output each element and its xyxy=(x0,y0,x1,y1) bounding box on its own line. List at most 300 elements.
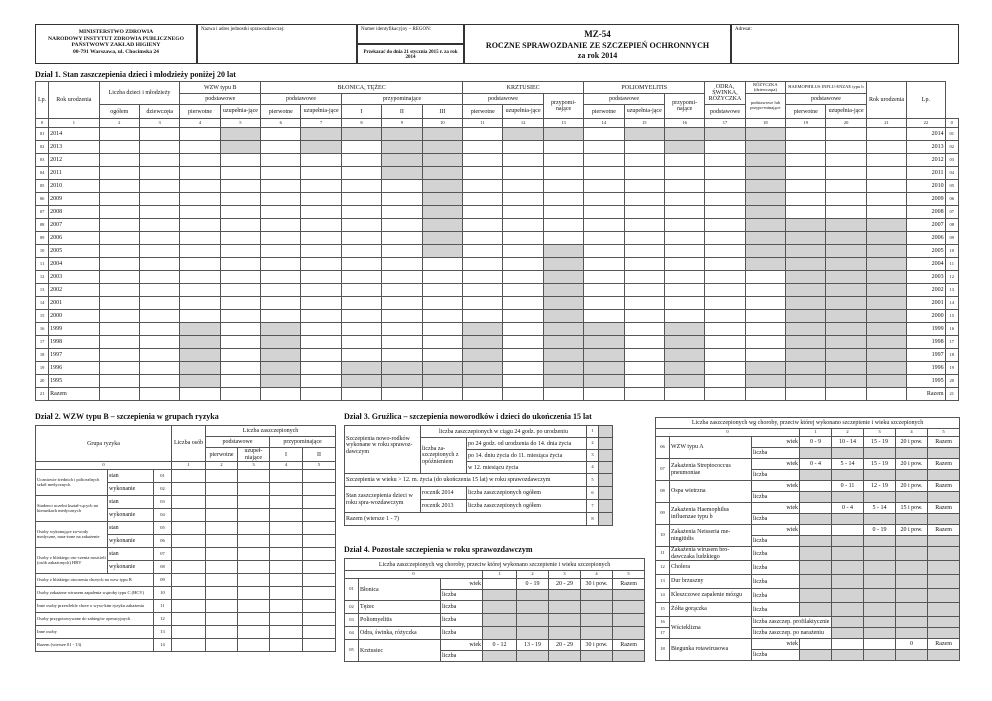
data-cell[interactable] xyxy=(928,628,960,639)
data-cell[interactable] xyxy=(584,219,624,232)
data-cell[interactable] xyxy=(303,600,336,613)
data-cell[interactable] xyxy=(270,522,303,535)
data-cell[interactable] xyxy=(705,141,745,154)
data-cell[interactable] xyxy=(180,219,220,232)
data-cell[interactable] xyxy=(745,349,785,362)
data-cell[interactable] xyxy=(928,547,960,561)
data-cell[interactable] xyxy=(341,180,381,193)
s3-input-7[interactable] xyxy=(599,500,613,513)
data-cell[interactable] xyxy=(664,206,704,219)
data-cell[interactable] xyxy=(800,650,832,661)
data-cell[interactable] xyxy=(517,627,549,640)
data-cell[interactable] xyxy=(705,167,745,180)
data-cell[interactable] xyxy=(705,232,745,245)
data-cell[interactable] xyxy=(270,509,303,522)
data-cell[interactable] xyxy=(832,589,864,603)
unit-name-field[interactable]: Nazwa i adres jednostki sprawozdawczej: xyxy=(197,24,357,64)
data-cell[interactable] xyxy=(705,323,745,336)
data-cell[interactable] xyxy=(624,193,664,206)
data-cell[interactable] xyxy=(543,206,583,219)
data-cell[interactable] xyxy=(303,639,336,652)
data-cell[interactable] xyxy=(220,375,260,388)
data-cell[interactable] xyxy=(463,154,503,167)
data-cell[interactable] xyxy=(270,561,303,574)
data-cell[interactable] xyxy=(463,388,503,401)
data-cell[interactable] xyxy=(180,388,220,401)
data-cell[interactable] xyxy=(832,514,864,525)
data-cell[interactable] xyxy=(301,271,341,284)
data-cell[interactable] xyxy=(864,470,896,481)
data-cell[interactable] xyxy=(220,284,260,297)
data-cell[interactable] xyxy=(864,575,896,589)
data-cell[interactable] xyxy=(503,167,543,180)
data-cell[interactable] xyxy=(238,626,270,639)
data-cell[interactable] xyxy=(220,154,260,167)
data-cell[interactable] xyxy=(180,232,220,245)
data-cell[interactable] xyxy=(139,297,179,310)
data-cell[interactable] xyxy=(180,141,220,154)
data-cell[interactable] xyxy=(139,245,179,258)
data-cell[interactable] xyxy=(261,141,301,154)
data-cell[interactable] xyxy=(139,128,179,141)
data-cell[interactable] xyxy=(463,128,503,141)
data-cell[interactable] xyxy=(624,245,664,258)
data-cell[interactable] xyxy=(832,650,864,661)
data-cell[interactable] xyxy=(543,388,583,401)
data-cell[interactable] xyxy=(543,180,583,193)
data-cell[interactable] xyxy=(864,492,896,503)
data-cell[interactable] xyxy=(172,600,206,613)
data-cell[interactable] xyxy=(866,154,906,167)
data-cell[interactable] xyxy=(238,639,270,652)
data-cell[interactable] xyxy=(517,601,549,614)
data-cell[interactable] xyxy=(581,590,613,601)
data-cell[interactable] xyxy=(303,626,336,639)
data-cell[interactable] xyxy=(624,271,664,284)
data-cell[interactable] xyxy=(826,128,866,141)
data-cell[interactable] xyxy=(139,323,179,336)
data-cell[interactable] xyxy=(664,271,704,284)
data-cell[interactable] xyxy=(463,245,503,258)
data-cell[interactable] xyxy=(664,258,704,271)
data-cell[interactable] xyxy=(517,614,549,627)
data-cell[interactable] xyxy=(463,219,503,232)
data-cell[interactable] xyxy=(864,650,896,661)
data-cell[interactable] xyxy=(180,154,220,167)
data-cell[interactable] xyxy=(826,141,866,154)
data-cell[interactable] xyxy=(581,627,613,640)
data-cell[interactable] xyxy=(503,206,543,219)
data-cell[interactable] xyxy=(745,323,785,336)
data-cell[interactable] xyxy=(261,271,301,284)
data-cell[interactable] xyxy=(422,388,462,401)
data-cell[interactable] xyxy=(99,245,139,258)
data-cell[interactable] xyxy=(664,388,704,401)
data-cell[interactable] xyxy=(800,575,832,589)
data-cell[interactable] xyxy=(303,522,336,535)
data-cell[interactable] xyxy=(624,297,664,310)
data-cell[interactable] xyxy=(584,193,624,206)
data-cell[interactable] xyxy=(172,548,206,561)
data-cell[interactable] xyxy=(483,601,517,614)
data-cell[interactable] xyxy=(301,284,341,297)
data-cell[interactable] xyxy=(503,154,543,167)
data-cell[interactable] xyxy=(422,336,462,349)
data-cell[interactable] xyxy=(786,141,826,154)
data-cell[interactable] xyxy=(826,167,866,180)
data-cell[interactable] xyxy=(928,617,960,628)
data-cell[interactable] xyxy=(422,310,462,323)
data-cell[interactable] xyxy=(584,167,624,180)
data-cell[interactable] xyxy=(745,284,785,297)
data-cell[interactable] xyxy=(928,589,960,603)
data-cell[interactable] xyxy=(866,193,906,206)
data-cell[interactable] xyxy=(172,470,206,483)
data-cell[interactable] xyxy=(139,154,179,167)
data-cell[interactable] xyxy=(422,297,462,310)
data-cell[interactable] xyxy=(99,141,139,154)
data-cell[interactable] xyxy=(613,627,645,640)
data-cell[interactable] xyxy=(581,614,613,627)
data-cell[interactable] xyxy=(99,362,139,375)
data-cell[interactable] xyxy=(584,154,624,167)
data-cell[interactable] xyxy=(261,219,301,232)
data-cell[interactable] xyxy=(303,587,336,600)
data-cell[interactable] xyxy=(139,362,179,375)
data-cell[interactable] xyxy=(341,323,381,336)
data-cell[interactable] xyxy=(341,388,381,401)
data-cell[interactable] xyxy=(220,323,260,336)
data-cell[interactable] xyxy=(705,388,745,401)
data-cell[interactable] xyxy=(800,561,832,575)
data-cell[interactable] xyxy=(584,271,624,284)
data-cell[interactable] xyxy=(382,232,422,245)
data-cell[interactable] xyxy=(483,651,517,662)
data-cell[interactable] xyxy=(180,284,220,297)
data-cell[interactable] xyxy=(483,590,517,601)
data-cell[interactable] xyxy=(99,206,139,219)
data-cell[interactable] xyxy=(261,180,301,193)
data-cell[interactable] xyxy=(463,141,503,154)
data-cell[interactable] xyxy=(584,180,624,193)
data-cell[interactable] xyxy=(584,141,624,154)
data-cell[interactable] xyxy=(800,603,832,617)
data-cell[interactable] xyxy=(896,514,928,525)
data-cell[interactable] xyxy=(99,193,139,206)
data-cell[interactable] xyxy=(928,650,960,661)
data-cell[interactable] xyxy=(745,271,785,284)
data-cell[interactable] xyxy=(220,362,260,375)
data-cell[interactable] xyxy=(261,206,301,219)
data-cell[interactable] xyxy=(705,284,745,297)
data-cell[interactable] xyxy=(832,603,864,617)
data-cell[interactable] xyxy=(864,589,896,603)
data-cell[interactable] xyxy=(206,600,238,613)
data-cell[interactable] xyxy=(180,206,220,219)
data-cell[interactable] xyxy=(382,310,422,323)
data-cell[interactable] xyxy=(238,561,270,574)
data-cell[interactable] xyxy=(503,180,543,193)
data-cell[interactable] xyxy=(624,388,664,401)
data-cell[interactable] xyxy=(549,601,581,614)
data-cell[interactable] xyxy=(238,548,270,561)
data-cell[interactable] xyxy=(341,154,381,167)
data-cell[interactable] xyxy=(624,375,664,388)
data-cell[interactable] xyxy=(206,509,238,522)
data-cell[interactable] xyxy=(786,154,826,167)
data-cell[interactable] xyxy=(463,193,503,206)
data-cell[interactable] xyxy=(503,193,543,206)
data-cell[interactable] xyxy=(301,375,341,388)
data-cell[interactable] xyxy=(584,310,624,323)
data-cell[interactable] xyxy=(584,388,624,401)
data-cell[interactable] xyxy=(382,297,422,310)
data-cell[interactable] xyxy=(705,375,745,388)
data-cell[interactable] xyxy=(238,574,270,587)
data-cell[interactable] xyxy=(613,601,645,614)
data-cell[interactable] xyxy=(99,375,139,388)
data-cell[interactable] xyxy=(180,167,220,180)
data-cell[interactable] xyxy=(705,271,745,284)
data-cell[interactable] xyxy=(99,128,139,141)
data-cell[interactable] xyxy=(341,206,381,219)
data-cell[interactable] xyxy=(220,180,260,193)
data-cell[interactable] xyxy=(139,206,179,219)
data-cell[interactable] xyxy=(180,245,220,258)
data-cell[interactable] xyxy=(341,297,381,310)
data-cell[interactable] xyxy=(172,522,206,535)
data-cell[interactable] xyxy=(139,219,179,232)
data-cell[interactable] xyxy=(220,336,260,349)
data-cell[interactable] xyxy=(238,483,270,496)
data-cell[interactable] xyxy=(800,492,832,503)
data-cell[interactable] xyxy=(382,245,422,258)
data-cell[interactable] xyxy=(584,128,624,141)
data-cell[interactable] xyxy=(172,574,206,587)
data-cell[interactable] xyxy=(99,310,139,323)
data-cell[interactable] xyxy=(896,603,928,617)
data-cell[interactable] xyxy=(206,639,238,652)
data-cell[interactable] xyxy=(206,496,238,509)
data-cell[interactable] xyxy=(206,548,238,561)
data-cell[interactable] xyxy=(503,310,543,323)
data-cell[interactable] xyxy=(301,362,341,375)
data-cell[interactable] xyxy=(786,388,826,401)
data-cell[interactable] xyxy=(896,617,928,628)
data-cell[interactable] xyxy=(261,193,301,206)
data-cell[interactable] xyxy=(270,483,303,496)
data-cell[interactable] xyxy=(705,206,745,219)
data-cell[interactable] xyxy=(664,310,704,323)
data-cell[interactable] xyxy=(301,167,341,180)
data-cell[interactable] xyxy=(896,589,928,603)
data-cell[interactable] xyxy=(238,613,270,626)
data-cell[interactable] xyxy=(238,470,270,483)
data-cell[interactable] xyxy=(382,349,422,362)
data-cell[interactable] xyxy=(624,323,664,336)
data-cell[interactable] xyxy=(800,589,832,603)
data-cell[interactable] xyxy=(99,167,139,180)
data-cell[interactable] xyxy=(220,258,260,271)
data-cell[interactable] xyxy=(664,232,704,245)
data-cell[interactable] xyxy=(584,232,624,245)
data-cell[interactable] xyxy=(139,310,179,323)
data-cell[interactable] xyxy=(928,492,960,503)
s3-input-1[interactable] xyxy=(599,426,613,438)
data-cell[interactable] xyxy=(624,232,664,245)
data-cell[interactable] xyxy=(705,193,745,206)
data-cell[interactable] xyxy=(99,284,139,297)
data-cell[interactable] xyxy=(928,514,960,525)
data-cell[interactable] xyxy=(303,470,336,483)
data-cell[interactable] xyxy=(549,651,581,662)
data-cell[interactable] xyxy=(99,349,139,362)
data-cell[interactable] xyxy=(180,271,220,284)
data-cell[interactable] xyxy=(543,219,583,232)
data-cell[interactable] xyxy=(382,258,422,271)
data-cell[interactable] xyxy=(172,613,206,626)
data-cell[interactable] xyxy=(220,271,260,284)
data-cell[interactable] xyxy=(503,284,543,297)
data-cell[interactable] xyxy=(613,651,645,662)
data-cell[interactable] xyxy=(705,349,745,362)
data-cell[interactable] xyxy=(422,271,462,284)
data-cell[interactable] xyxy=(301,206,341,219)
data-cell[interactable] xyxy=(705,310,745,323)
data-cell[interactable] xyxy=(99,180,139,193)
data-cell[interactable] xyxy=(503,323,543,336)
data-cell[interactable] xyxy=(341,141,381,154)
data-cell[interactable] xyxy=(624,362,664,375)
data-cell[interactable] xyxy=(866,206,906,219)
data-cell[interactable] xyxy=(206,626,238,639)
data-cell[interactable] xyxy=(220,245,260,258)
data-cell[interactable] xyxy=(301,258,341,271)
data-cell[interactable] xyxy=(786,206,826,219)
data-cell[interactable] xyxy=(832,617,864,628)
s3-input-8[interactable] xyxy=(599,513,613,526)
data-cell[interactable] xyxy=(139,375,179,388)
data-cell[interactable] xyxy=(463,271,503,284)
data-cell[interactable] xyxy=(664,245,704,258)
data-cell[interactable] xyxy=(503,141,543,154)
data-cell[interactable] xyxy=(303,613,336,626)
data-cell[interactable] xyxy=(832,547,864,561)
data-cell[interactable] xyxy=(800,547,832,561)
data-cell[interactable] xyxy=(896,561,928,575)
adresat-field[interactable]: Adresat: xyxy=(731,24,959,64)
data-cell[interactable] xyxy=(382,180,422,193)
data-cell[interactable] xyxy=(549,614,581,627)
data-cell[interactable] xyxy=(613,614,645,627)
data-cell[interactable] xyxy=(220,349,260,362)
data-cell[interactable] xyxy=(826,388,866,401)
data-cell[interactable] xyxy=(896,547,928,561)
data-cell[interactable] xyxy=(99,219,139,232)
data-cell[interactable] xyxy=(896,536,928,547)
data-cell[interactable] xyxy=(238,587,270,600)
data-cell[interactable] xyxy=(303,561,336,574)
data-cell[interactable] xyxy=(220,193,260,206)
data-cell[interactable] xyxy=(864,617,896,628)
data-cell[interactable] xyxy=(99,258,139,271)
data-cell[interactable] xyxy=(928,448,960,459)
data-cell[interactable] xyxy=(270,574,303,587)
data-cell[interactable] xyxy=(624,141,664,154)
data-cell[interactable] xyxy=(463,206,503,219)
data-cell[interactable] xyxy=(664,154,704,167)
data-cell[interactable] xyxy=(864,448,896,459)
data-cell[interactable] xyxy=(503,271,543,284)
data-cell[interactable] xyxy=(382,219,422,232)
data-cell[interactable] xyxy=(800,470,832,481)
data-cell[interactable] xyxy=(543,141,583,154)
data-cell[interactable] xyxy=(463,310,503,323)
data-cell[interactable] xyxy=(864,628,896,639)
data-cell[interactable] xyxy=(172,509,206,522)
s3-input-5[interactable] xyxy=(599,474,613,487)
data-cell[interactable] xyxy=(896,650,928,661)
data-cell[interactable] xyxy=(832,561,864,575)
data-cell[interactable] xyxy=(270,470,303,483)
data-cell[interactable] xyxy=(866,388,906,401)
data-cell[interactable] xyxy=(180,310,220,323)
data-cell[interactable] xyxy=(382,271,422,284)
data-cell[interactable] xyxy=(220,310,260,323)
data-cell[interactable] xyxy=(180,193,220,206)
data-cell[interactable] xyxy=(503,336,543,349)
data-cell[interactable] xyxy=(341,232,381,245)
data-cell[interactable] xyxy=(261,154,301,167)
data-cell[interactable] xyxy=(864,547,896,561)
data-cell[interactable] xyxy=(301,193,341,206)
data-cell[interactable] xyxy=(664,180,704,193)
data-cell[interactable] xyxy=(220,219,260,232)
data-cell[interactable] xyxy=(206,613,238,626)
data-cell[interactable] xyxy=(928,470,960,481)
data-cell[interactable] xyxy=(139,258,179,271)
data-cell[interactable] xyxy=(341,336,381,349)
data-cell[interactable] xyxy=(624,167,664,180)
data-cell[interactable] xyxy=(584,206,624,219)
data-cell[interactable] xyxy=(238,509,270,522)
data-cell[interactable] xyxy=(584,245,624,258)
data-cell[interactable] xyxy=(238,522,270,535)
data-cell[interactable] xyxy=(172,535,206,548)
data-cell[interactable] xyxy=(99,271,139,284)
s3-input-2[interactable] xyxy=(599,438,613,450)
data-cell[interactable] xyxy=(800,514,832,525)
data-cell[interactable] xyxy=(99,297,139,310)
data-cell[interactable] xyxy=(261,232,301,245)
data-cell[interactable] xyxy=(238,600,270,613)
data-cell[interactable] xyxy=(549,590,581,601)
data-cell[interactable] xyxy=(581,601,613,614)
data-cell[interactable] xyxy=(270,613,303,626)
data-cell[interactable] xyxy=(422,323,462,336)
data-cell[interactable] xyxy=(866,128,906,141)
data-cell[interactable] xyxy=(270,548,303,561)
data-cell[interactable] xyxy=(786,193,826,206)
data-cell[interactable] xyxy=(503,258,543,271)
data-cell[interactable] xyxy=(584,258,624,271)
data-cell[interactable] xyxy=(180,258,220,271)
data-cell[interactable] xyxy=(99,154,139,167)
data-cell[interactable] xyxy=(786,167,826,180)
data-cell[interactable] xyxy=(139,349,179,362)
data-cell[interactable] xyxy=(139,141,179,154)
data-cell[interactable] xyxy=(303,496,336,509)
